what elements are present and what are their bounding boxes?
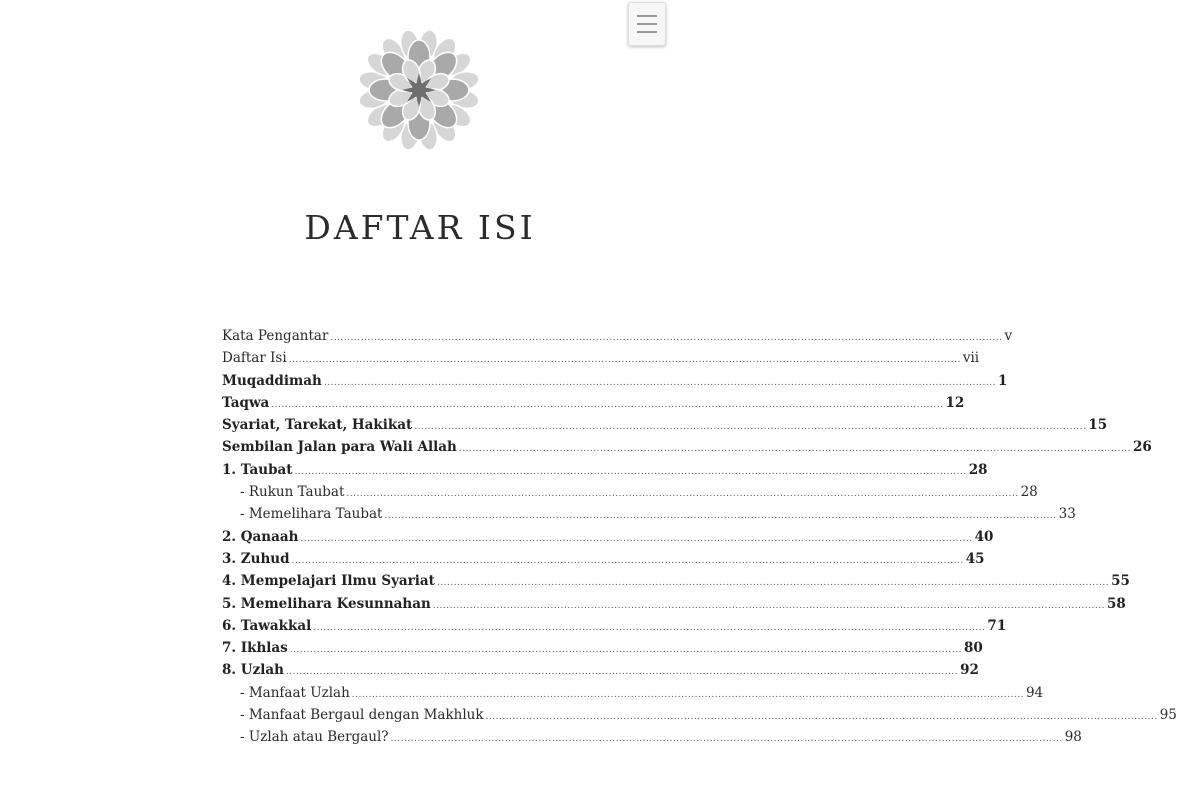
toc-leader-dots: ........................................................................................................................................................................................................ <box>288 355 961 366</box>
toc-entry-page: 33 <box>1058 506 1076 523</box>
toc-entry-page: 26 <box>1133 439 1152 456</box>
toc-entry-label: - Rukun Taubat <box>240 484 345 501</box>
toc-entry-page: 12 <box>945 394 965 411</box>
toc-entry-page: vii <box>962 350 980 367</box>
toc-entry-label: 8. Uzlah <box>222 662 284 679</box>
toc-entry[interactable] <box>222 506 1076 528</box>
toc-entry-label: Syariat, Tarekat, Hakikat <box>222 417 413 434</box>
toc-entry[interactable] <box>222 573 1130 595</box>
table-of-contents <box>222 328 1177 752</box>
toc-leader-dots: ........................................................................................................................................................................................................ <box>294 466 967 477</box>
toc-entry-label: Taqwa <box>222 394 270 411</box>
toc-entry-label: 1. Taubat <box>222 461 293 478</box>
toc-entry[interactable] <box>222 684 1044 707</box>
toc-leader-dots: ........................................................................................................................................................................................................ <box>414 422 1087 433</box>
toc-leader-dots: ........................................................................................................................................................................................................ <box>291 555 964 566</box>
toc-entry[interactable] <box>222 662 979 684</box>
toc-entry[interactable] <box>222 328 1013 350</box>
toc-entry-label: 2. Qanaah <box>222 528 299 545</box>
toc-entry-page: 94 <box>1025 684 1044 701</box>
toc-entry-label: 3. Zuhud <box>222 550 290 567</box>
toc-leader-dots: ........................................................................................................................................................................................................ <box>313 622 986 633</box>
toc-entry[interactable] <box>222 550 985 573</box>
menu-button[interactable] <box>628 2 666 46</box>
toc-entry[interactable] <box>222 729 1082 751</box>
toc-entry[interactable] <box>222 707 1177 729</box>
toc-entry-page: 28 <box>968 461 988 478</box>
toc-entry[interactable] <box>222 484 1038 506</box>
toc-leader-dots: ........................................................................................................................................................................................................ <box>323 377 996 388</box>
toc-entry-label: Daftar Isi <box>222 350 287 367</box>
menu-icon-bar <box>637 31 657 33</box>
flower-ornament-icon <box>357 28 481 152</box>
toc-entry[interactable] <box>222 394 965 417</box>
toc-entry[interactable] <box>222 461 988 484</box>
toc-entry-label: Muqaddimah <box>222 372 322 389</box>
toc-leader-dots: ........................................................................................................................................................................................................ <box>485 712 1158 723</box>
toc-entry[interactable] <box>222 417 1108 439</box>
toc-entry[interactable] <box>222 528 994 551</box>
toc-leader-dots: ........................................................................................................................................................................................................ <box>351 689 1024 700</box>
toc-entry-label: 6. Tawakkal <box>222 617 312 634</box>
toc-entry-page: 15 <box>1088 417 1108 434</box>
toc-entry-page: 55 <box>1111 573 1130 590</box>
toc-entry-page: 71 <box>987 617 1007 634</box>
toc-entry-label: - Uzlah atau Bergaul? <box>240 729 389 746</box>
toc-entry-page: 45 <box>965 550 985 567</box>
toc-entry-page: 58 <box>1106 595 1126 612</box>
toc-leader-dots: ........................................................................................................................................................................................................ <box>300 533 973 544</box>
menu-icon-bar <box>637 23 657 25</box>
toc-entry-page: 1 <box>997 372 1008 389</box>
toc-entry-page: 40 <box>974 528 994 545</box>
toc-entry-page: 28 <box>1020 484 1038 501</box>
toc-leader-dots: ........................................................................................................................................................................................................ <box>285 667 959 678</box>
toc-entry[interactable] <box>222 617 1007 640</box>
toc-leader-dots: ........................................................................................................................................................................................................ <box>458 444 1132 455</box>
toc-entry[interactable] <box>222 439 1152 461</box>
toc-entry-label: - Manfaat Uzlah <box>240 684 350 701</box>
menu-icon-bar <box>637 15 657 17</box>
toc-entry-label: - Manfaat Bergaul dengan Makhluk <box>240 707 484 724</box>
toc-entry-label: 5. Memelihara Kesunnahan <box>222 595 431 612</box>
toc-entry-page: 80 <box>963 640 983 657</box>
toc-entry-page: 98 <box>1064 729 1082 746</box>
ornament-star <box>402 73 436 107</box>
toc-leader-dots: ........................................................................................................................................................................................................ <box>289 645 962 656</box>
toc-entry[interactable] <box>222 595 1126 618</box>
toc-leader-dots: ........................................................................................................................................................................................................ <box>346 489 1019 500</box>
toc-leader-dots: ........................................................................................................................................................................................................ <box>271 399 944 410</box>
toc-leader-dots: ........................................................................................................................................................................................................ <box>330 333 1003 343</box>
toc-entry-label: 7. Ikhlas <box>222 640 288 657</box>
toc-leader-dots: ........................................................................................................................................................................................................ <box>390 734 1063 745</box>
toc-entry-label: Sembilan Jalan para Wali Allah <box>222 439 457 456</box>
toc-entry-page: v <box>1004 328 1013 344</box>
toc-entry[interactable] <box>222 350 980 372</box>
toc-leader-dots: ........................................................................................................................................................................................................ <box>384 511 1057 522</box>
toc-entry-label: - Memelihara Taubat <box>240 506 383 523</box>
toc-entry-page: 92 <box>960 662 979 679</box>
toc-entry-label: Kata Pengantar <box>222 328 329 344</box>
toc-entry-label: 4. Mempelajari Ilmu Syariat <box>222 573 435 590</box>
toc-entry[interactable] <box>222 640 983 662</box>
toc-entry-page: 95 <box>1159 707 1177 724</box>
toc-leader-dots: ........................................................................................................................................................................................................ <box>436 578 1110 589</box>
toc-leader-dots: ........................................................................................................................................................................................................ <box>432 600 1105 611</box>
page-title: DAFTAR ISI <box>304 208 536 247</box>
toc-entry[interactable] <box>222 372 1008 395</box>
